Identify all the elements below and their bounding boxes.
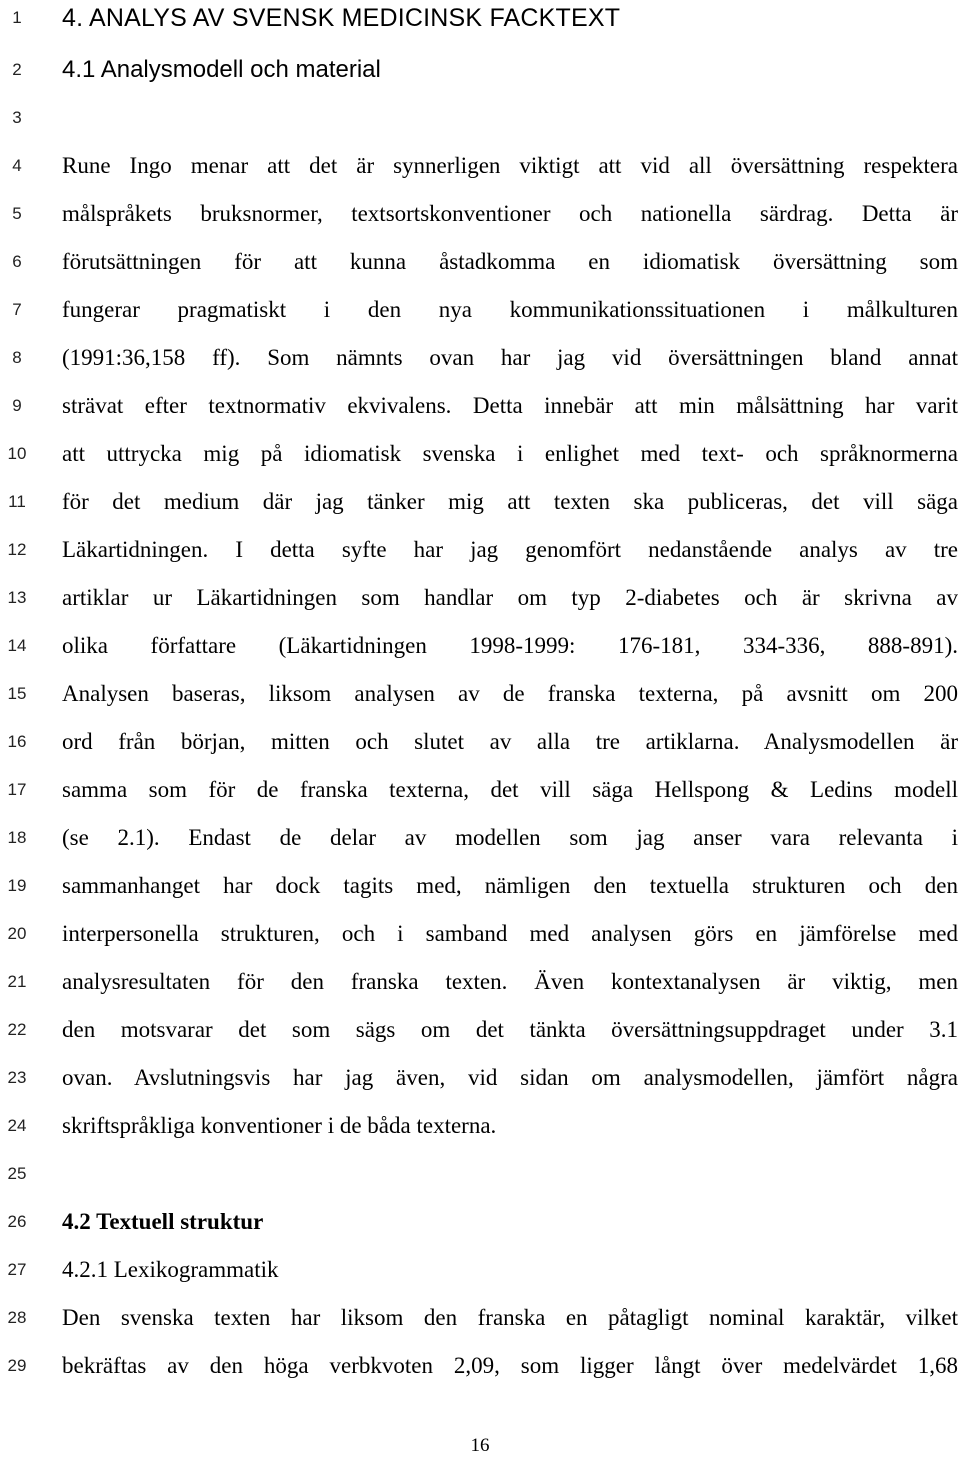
body-text-line: Analysen baseras, liksom analysen av de franska texterna, på avsnitt om 200 [62,681,958,706]
body-text-line: ovan. Avslutningsvis har jag även, vid sidan om analysmodellen, jämfört några [62,1065,958,1090]
line-number: 15 [7,684,27,703]
subsection-heading: 4.2.1 Lexikogrammatik [62,1257,279,1282]
line-number: 20 [7,924,27,943]
line-number: 29 [7,1356,27,1375]
body-text-line: artiklar ur Läkartidningen som handlar om typ 2-diabetes och är skrivna av [62,585,958,610]
line-number: 2 [12,60,22,79]
body-text-line: (se 2.1). Endast de delar av modellen som jag anser vara relevanta i [62,825,958,850]
body-text-line: att uttrycka mig på idiomatisk svenska i enlighet med text- och språknormerna [62,441,958,466]
line-number: 14 [7,636,27,655]
line-number: 26 [7,1212,27,1231]
body-text-line: fungerar pragmatiskt i den nya kommunikationssituationen i målkulturen [62,297,958,322]
line-number: 11 [8,492,26,511]
line-number: 24 [7,1116,27,1135]
line-number: 3 [12,108,22,127]
body-text-line: analysresultaten för den franska texten. Även kontextanalysen är viktig, men [62,969,958,994]
body-text-line: målspråkets bruksnormer, textsortskonventioner och nationella särdrag. Detta är [62,201,958,226]
body-text-line: samma som för de franska texterna, det vill säga Hellspong & Ledins modell [62,777,958,802]
line-number: 17 [7,780,27,799]
line-number: 23 [7,1068,27,1087]
line-number: 9 [12,396,22,415]
section-heading: 4.2 Textuell struktur [62,1209,264,1234]
line-number: 19 [7,876,27,895]
body-text-line: strävat efter textnormativ ekvivalens. Detta innebär att min målsättning har varit [62,393,958,418]
line-number: 12 [7,540,27,559]
line-number: 27 [7,1260,27,1279]
body-text-line: skriftspråkliga konventioner i de båda texterna. [62,1113,497,1138]
line-number: 13 [7,588,27,607]
body-text-line: Rune Ingo menar att det är synnerligen viktigt att vid all översättning respektera [62,153,958,178]
line-number: 4 [12,156,22,175]
line-number: 5 [12,204,22,223]
body-text-line: interpersonella strukturen, och i samband med analysen görs en jämförelse med [62,921,958,946]
body-text-line: sammanhanget har dock tagits med, nämligen den textuella strukturen och den [62,873,958,898]
body-text-line: (1991:36,158 ff). Som nämnts ovan har jag vid översättningen bland annat [62,345,958,370]
line-number: 8 [12,348,22,367]
body-text-line: olika författare (Läkartidningen 1998-1999: 176-181, 334-336, 888-891). [62,633,958,658]
line-number: 18 [7,828,27,847]
body-text-line: för det medium där jag tänker mig att texten ska publiceras, det vill säga [62,489,958,514]
body-text-line: förutsättningen för att kunna åstadkomma en idiomatisk översättning som [62,249,958,274]
line-number: 6 [12,252,22,271]
line-number: 16 [7,732,27,751]
chapter-heading: 4. ANALYS AV SVENSK MEDICINSK FACKTEXT [62,4,621,32]
line-number: 10 [7,444,27,463]
body-text-line: Den svenska texten har liksom den franska en påtagligt nominal karaktär, vilket [62,1305,958,1330]
line-number: 7 [12,300,22,319]
line-number: 1 [12,8,22,27]
body-text-line: den motsvarar det som sägs om det tänkta översättningsuppdraget under 3.1 [62,1017,958,1042]
line-number: 22 [7,1020,27,1039]
section-heading: 4.1 Analysmodell och material [62,56,381,83]
body-text-line: ord från början, mitten och slutet av alla tre artiklarna. Analysmodellen är [62,729,958,754]
body-text-line: Läkartidningen. I detta syfte har jag genomfört nedanstående analys av tre [62,537,958,562]
line-number: 25 [7,1164,27,1183]
page-number: 16 [470,1435,490,1456]
line-number: 28 [7,1308,27,1327]
body-text-line: bekräftas av den höga verbkvoten 2,09, som ligger långt över medelvärdet 1,68 [62,1353,958,1378]
line-number: 21 [7,972,27,991]
